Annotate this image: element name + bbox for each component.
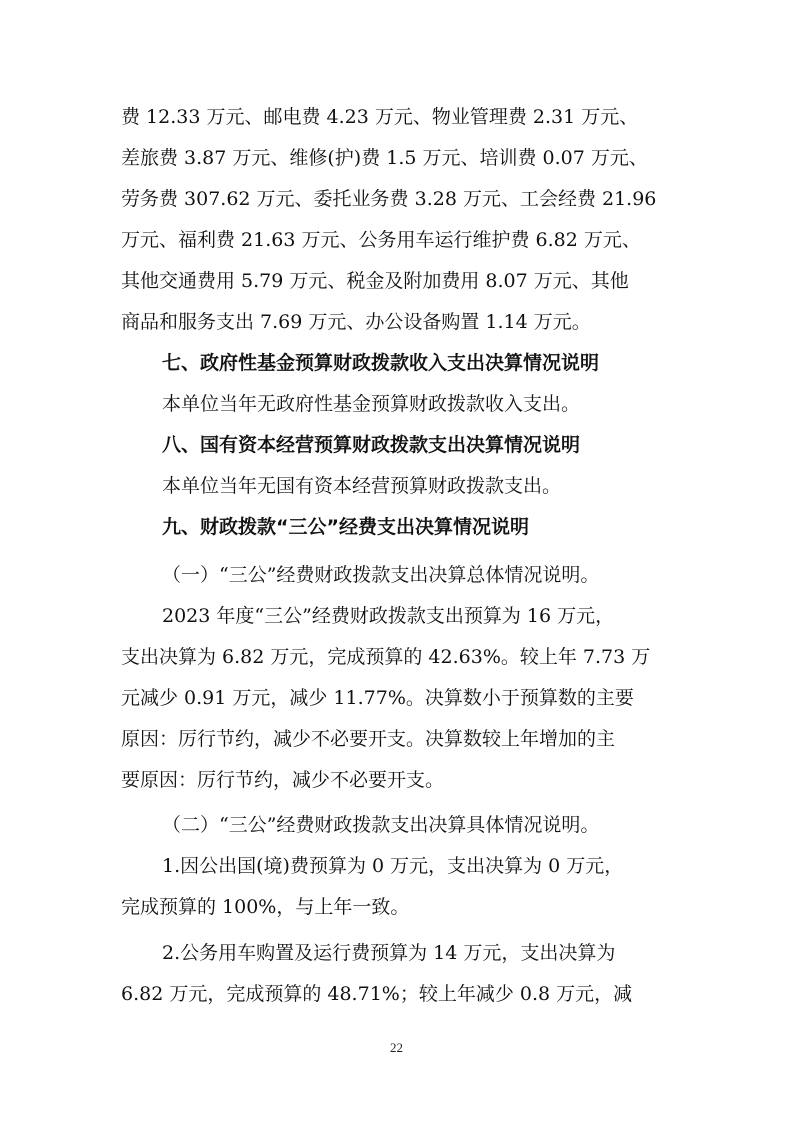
body-text-line: 完成预算的 100%，与上年一致。 — [121, 896, 410, 918]
body-text-line: 要原因：厉行节约，减少不必要开支。 — [121, 769, 445, 791]
body-text-line: 本单位当年无政府性基金预算财政拨款收入支出。 — [162, 393, 581, 415]
body-text-line: 差旅费 3.87 万元、维修(护)费 1.5 万元、培训费 0.07 万元、 — [121, 147, 648, 169]
body-text-line: 本单位当年无国有资本经营预算财政拨款支出。 — [162, 475, 562, 497]
section-heading-8: 八、国有资本经营预算财政拨款支出决算情况说明 — [162, 434, 581, 456]
body-text-line: 劳务费 307.62 万元、委托业务费 3.28 万元、工会经费 21.96 — [121, 188, 657, 210]
body-text-line: 1.因公出国(境)费预算为 0 万元，支出决算为 0 万元， — [162, 855, 624, 877]
body-text-line: 商品和服务支出 7.69 万元、办公设备购置 1.14 万元。 — [121, 311, 591, 333]
body-text-line: 6.82 万元，完成预算的 48.71%；较上年减少 0.8 万元，减 — [121, 983, 633, 1005]
body-text-line: 原因：厉行节约，减少不必要开支。决算数较上年增加的主 — [121, 728, 616, 750]
section-heading-7: 七、政府性基金预算财政拨款收入支出决算情况说明 — [162, 352, 600, 374]
subsection-heading-1: （一）“三公”经费财政拨款支出决算总体情况说明。 — [162, 564, 600, 586]
body-text-line: 2.公务用车购置及运行费预算为 14 万元，支出决算为 — [162, 942, 616, 964]
section-heading-9: 九、财政拨款“三公”经费支出决算情况说明 — [162, 516, 529, 538]
body-text-line: 其他交通费用 5.79 万元、税金及附加费用 8.07 万元、其他 — [121, 270, 629, 292]
body-text-line: 元减少 0.91 万元，减少 11.77%。决算数小于预算数的主要 — [121, 687, 634, 709]
body-text-line: 费 12.33 万元、邮电费 4.23 万元、物业管理费 2.31 万元、 — [121, 106, 639, 128]
subsection-heading-2: （二）“三公”经费财政拨款支出决算具体情况说明。 — [162, 814, 600, 836]
body-text-line: 支出决算为 6.82 万元，完成预算的 42.63%。较上年 7.73 万 — [121, 646, 651, 668]
body-text-line: 万元、福利费 21.63 万元、公务用车运行维护费 6.82 万元、 — [121, 229, 641, 251]
page-number: 22 — [390, 1040, 403, 1055]
body-text-line: 2023 年度“三公”经费财政拨款支出预算为 16 万元， — [162, 605, 615, 627]
